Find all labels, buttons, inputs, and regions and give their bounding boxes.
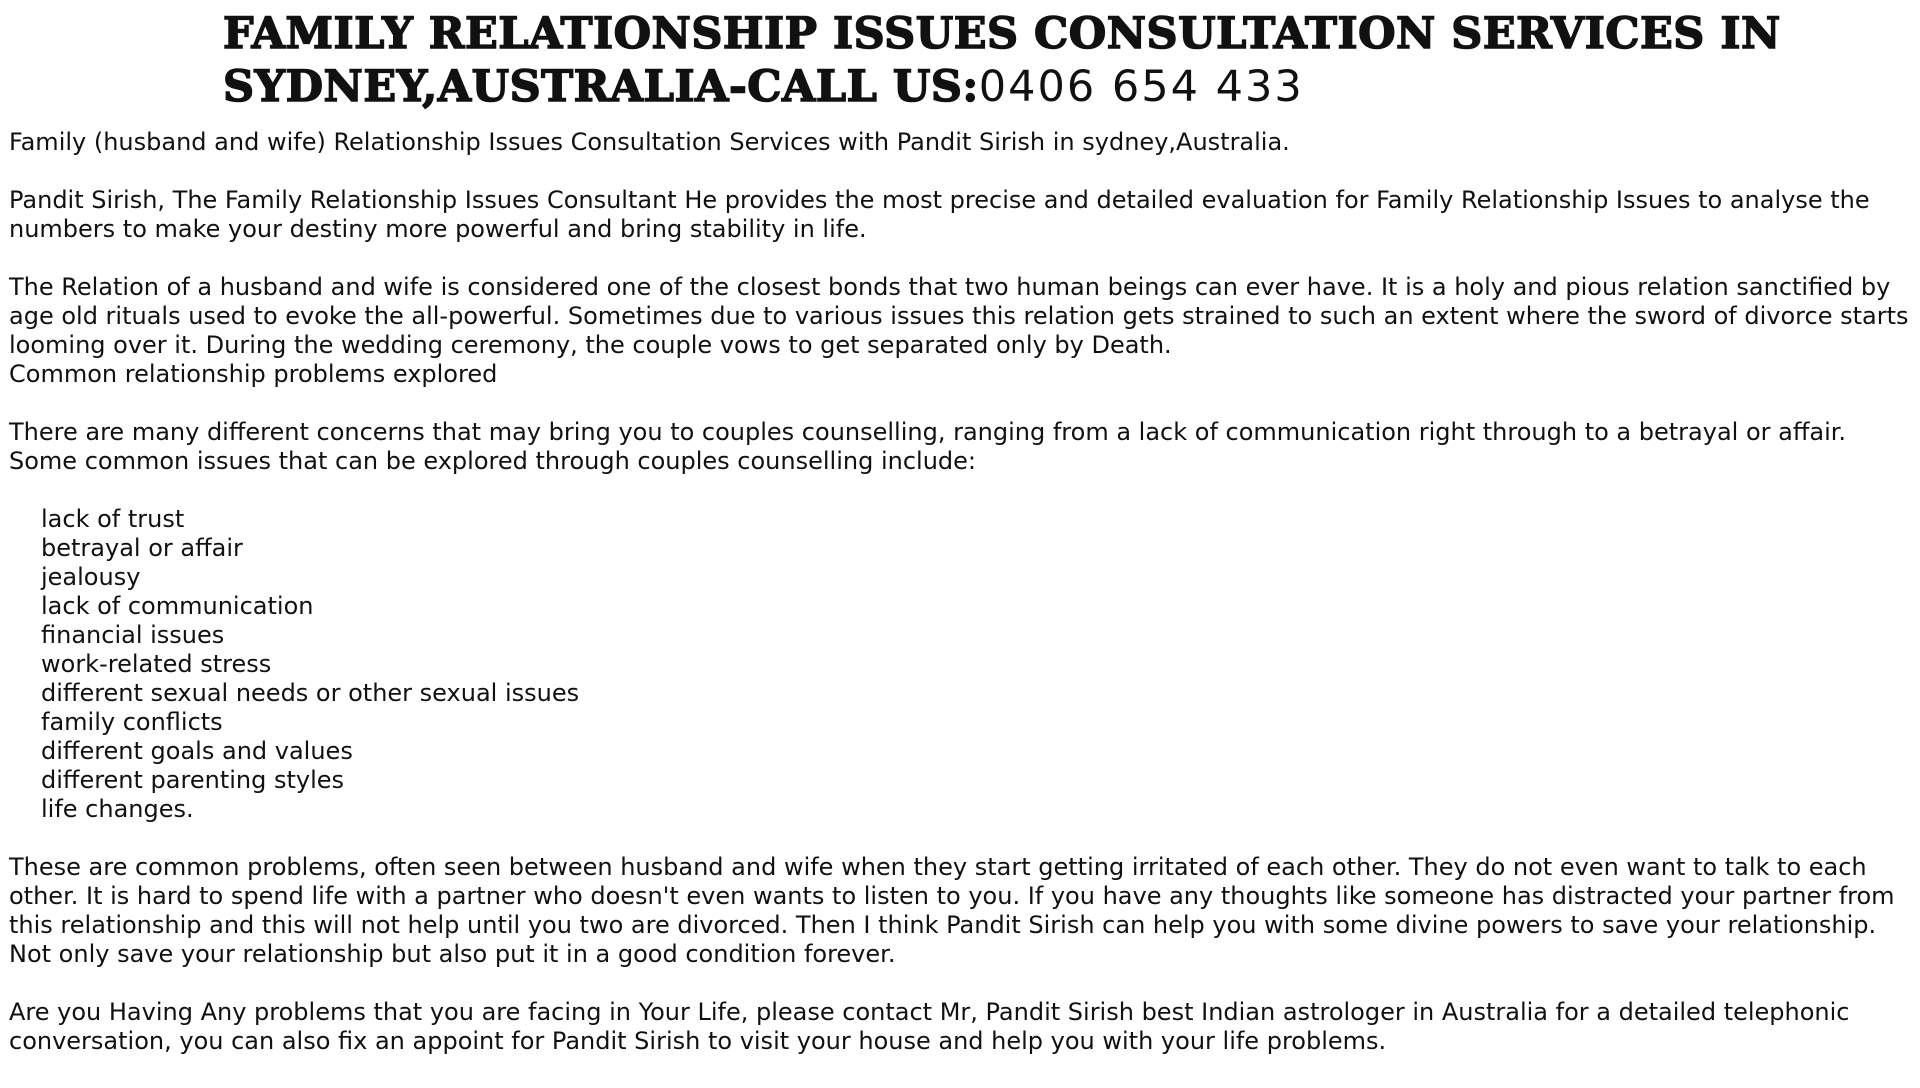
page-title-text: FAMILY RELATIONSHIP ISSUES CONSULTATION SERVICES IN SYDNEY,AUSTRALIA-CALL US: bbox=[223, 9, 1781, 112]
consultant-paragraph: Pandit Sirish, The Family Relationship Issues Consultant He provides the most precise and detailed evaluation for Family Relationship Issues to analyse the numbers to make your destiny more powerful and bring stability in life. bbox=[9, 186, 1870, 243]
list-item: financial issues bbox=[41, 621, 225, 649]
list-item: different parenting styles bbox=[41, 766, 345, 794]
relation-paragraph: The Relation of a husband and wife is considered one of the closest bonds that two human beings can ever have. It is a holy and pious relation sanctified by age old rituals used to evoke the all-powerful. Sometimes due to various issues this relation gets strained to such an extent where the sword of divorce starts looming over it. During the wedding ceremony, the couple vows to get separated only by Death. bbox=[9, 273, 1909, 359]
list-item: life changes. bbox=[41, 795, 194, 823]
list-item: family conflicts bbox=[41, 708, 223, 736]
concerns-paragraph: There are many different concerns that may bring you to couples counselling, ranging from a lack of communication right through to a betrayal or affair. Some common issues that can be explored through couples counselling include: bbox=[9, 418, 1847, 475]
list-item: lack of trust bbox=[41, 505, 185, 533]
list-item: lack of communication bbox=[41, 592, 314, 620]
issue-list bbox=[9, 505, 1911, 824]
intro-paragraph: Family (husband and wife) Relationship Issues Consultation Services with Pandit Sirish in sydney,Australia. bbox=[9, 128, 1290, 156]
list-item: work-related stress bbox=[41, 650, 272, 678]
list-item: different sexual needs or other sexual issues bbox=[41, 679, 580, 707]
article-body bbox=[9, 128, 1911, 1056]
list-item: jealousy bbox=[41, 563, 141, 591]
page-content bbox=[0, 8, 1920, 1056]
common-problems-paragraph: These are common problems, often seen between husband and wife when they start getting irritated of each other. They do not even want to talk to each other. It is hard to spend life with a partner who doesn't even wants to listen to you. If you have any thoughts like someone has distracted your partner from this relationship and this will not help until you two are divorced. Then I think Pandit Sirish can help you with some divine powers to save your relationship. Not only save your relationship but also put it in a good condition forever. bbox=[9, 853, 1895, 968]
list-item: different goals and values bbox=[41, 737, 353, 765]
problems-heading: Common relationship problems explored bbox=[9, 360, 498, 388]
contact-paragraph: Are you Having Any problems that you are facing in Your Life, please contact Mr, Pandit Sirish best Indian astrologer in Australia for a detailed telephonic conversation, you can also fix an appoint for Pandit Sirish to visit your house and help you with your life problems. bbox=[9, 998, 1850, 1055]
phone-number: 0406 654 433 bbox=[978, 62, 1304, 112]
page-title bbox=[223, 8, 1911, 114]
list-item: betrayal or affair bbox=[41, 534, 243, 562]
